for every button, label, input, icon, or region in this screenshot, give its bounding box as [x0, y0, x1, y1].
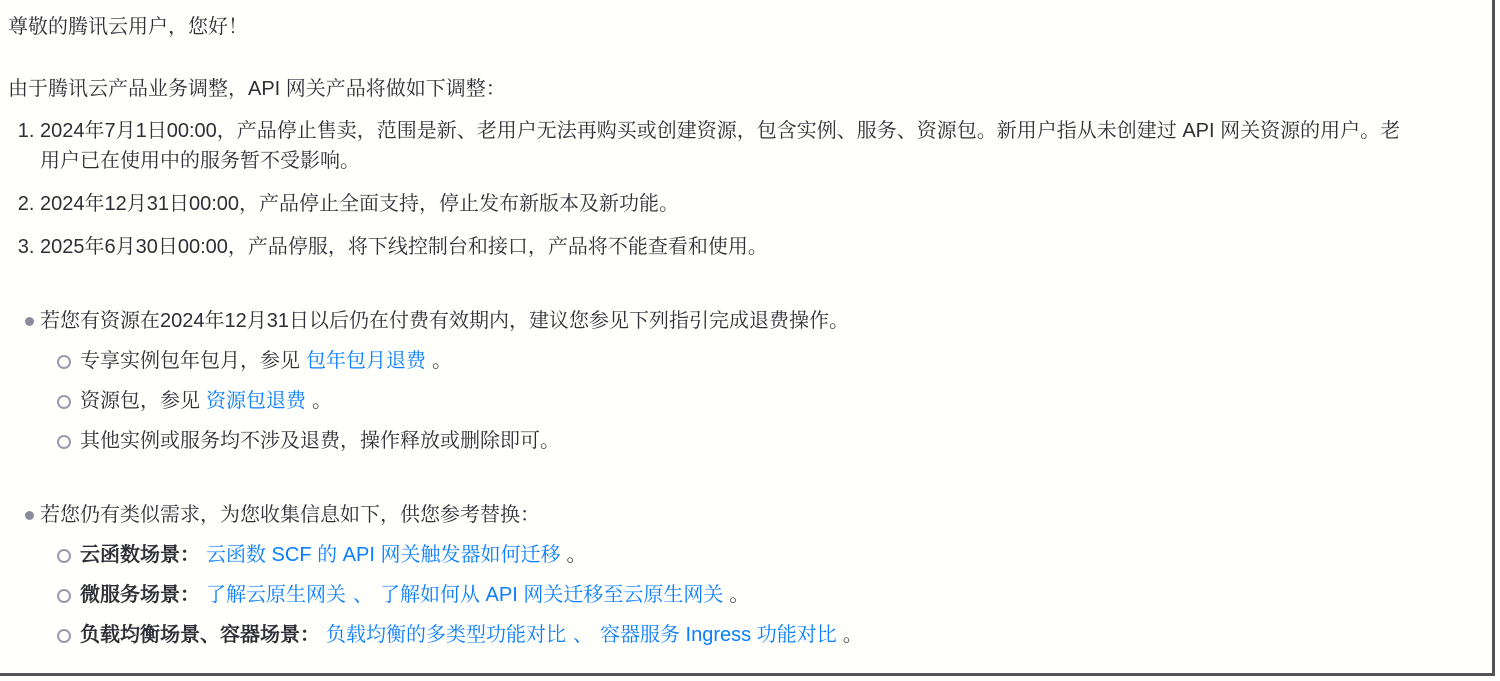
schedule-item-text: 2025年6月30日00:00，产品停服，将下线控制台和接口，产品将不能查看和使用。: [40, 236, 768, 258]
schedule-item: [40, 232, 1417, 262]
scenario-label: 云函数场景：: [80, 544, 200, 566]
list-item: [40, 540, 1417, 570]
scenario-label: 负载均衡场景、容器场景：: [80, 624, 320, 646]
link-clb-comparison[interactable]: 负载均衡的多类型功能对比: [326, 624, 566, 646]
list-item: [40, 346, 1417, 376]
refund-topic: [8, 306, 1417, 456]
schedule-item-text: 2024年7月1日00:00，产品停止售卖，范围是新、老用户无法再购买或创建资源，包含实例、服务、资源包。新用户指从未创建过 API 网关资源的用户。老用户已在使用中的服务暂不受影响。: [40, 120, 1401, 172]
refund-list: [40, 346, 1417, 456]
refund-item-text: 其他实例或服务均不涉及退费，操作释放或删除即可。: [80, 430, 560, 452]
link-separator: 、: [573, 624, 593, 646]
intro: 由于腾讯云产品业务调整，API 网关产品将做如下调整：: [8, 78, 506, 100]
refund-item-period: 。: [312, 390, 332, 412]
link-separator: 、: [353, 584, 373, 606]
link-cloud-native-gateway[interactable]: 了解云原生网关: [206, 584, 346, 606]
bullet-circle-icon: [57, 395, 71, 409]
item-period: 。: [842, 624, 863, 646]
link-tke-ingress-comparison[interactable]: 容器服务 Ingress 功能对比: [600, 624, 837, 646]
scenario-label: 微服务场景：: [80, 584, 200, 606]
bullet-dot-icon: [25, 317, 34, 326]
schedule-item: [40, 116, 1417, 176]
greeting: 尊敬的腾讯云用户，您好！: [8, 16, 248, 38]
refund-link-resource-pack[interactable]: 资源包退费: [206, 390, 306, 412]
list-item: [40, 580, 1417, 610]
bullet-circle-icon: [57, 355, 71, 369]
schedule-item-text: 2024年12月31日00:00，产品停止全面支持，停止发布新版本及新功能。: [40, 193, 680, 215]
refund-link-prepaid[interactable]: 包年包月退费: [306, 350, 426, 372]
refund-item-period: 。: [432, 350, 452, 372]
refund-heading: 若您有资源在2024年12月31日以后仍在付费有效期内，建议您参见下列指引完成退费操作。: [40, 310, 849, 332]
alternatives-heading: 若您仍有类似需求，为您收集信息如下，供您参考替换：: [40, 504, 540, 526]
link-scf-migration[interactable]: 云函数 SCF 的 API 网关触发器如何迁移: [206, 544, 561, 566]
bullet-circle-icon: [57, 549, 71, 563]
alternatives-section: [8, 500, 1417, 650]
refund-item-text: 专享实例包年包月，参见: [80, 350, 300, 372]
bullet-circle-icon: [57, 629, 71, 643]
refund-section: [8, 306, 1417, 456]
bullet-dot-icon: [25, 511, 34, 520]
list-item: [40, 386, 1417, 416]
schedule-list: [8, 116, 1417, 262]
item-period: 。: [566, 544, 587, 566]
link-apigw-to-cng-migration[interactable]: 了解如何从 API 网关迁移至云原生网关: [380, 584, 724, 606]
schedule-item: [40, 189, 1417, 219]
alternatives-list: [40, 540, 1417, 650]
bullet-circle-icon: [57, 435, 71, 449]
alternatives-topic: [8, 500, 1417, 650]
list-item: [40, 426, 1417, 456]
list-item: [40, 620, 1417, 650]
item-period: 。: [729, 584, 750, 606]
bullet-circle-icon: [57, 589, 71, 603]
refund-item-text: 资源包，参见: [80, 390, 200, 412]
